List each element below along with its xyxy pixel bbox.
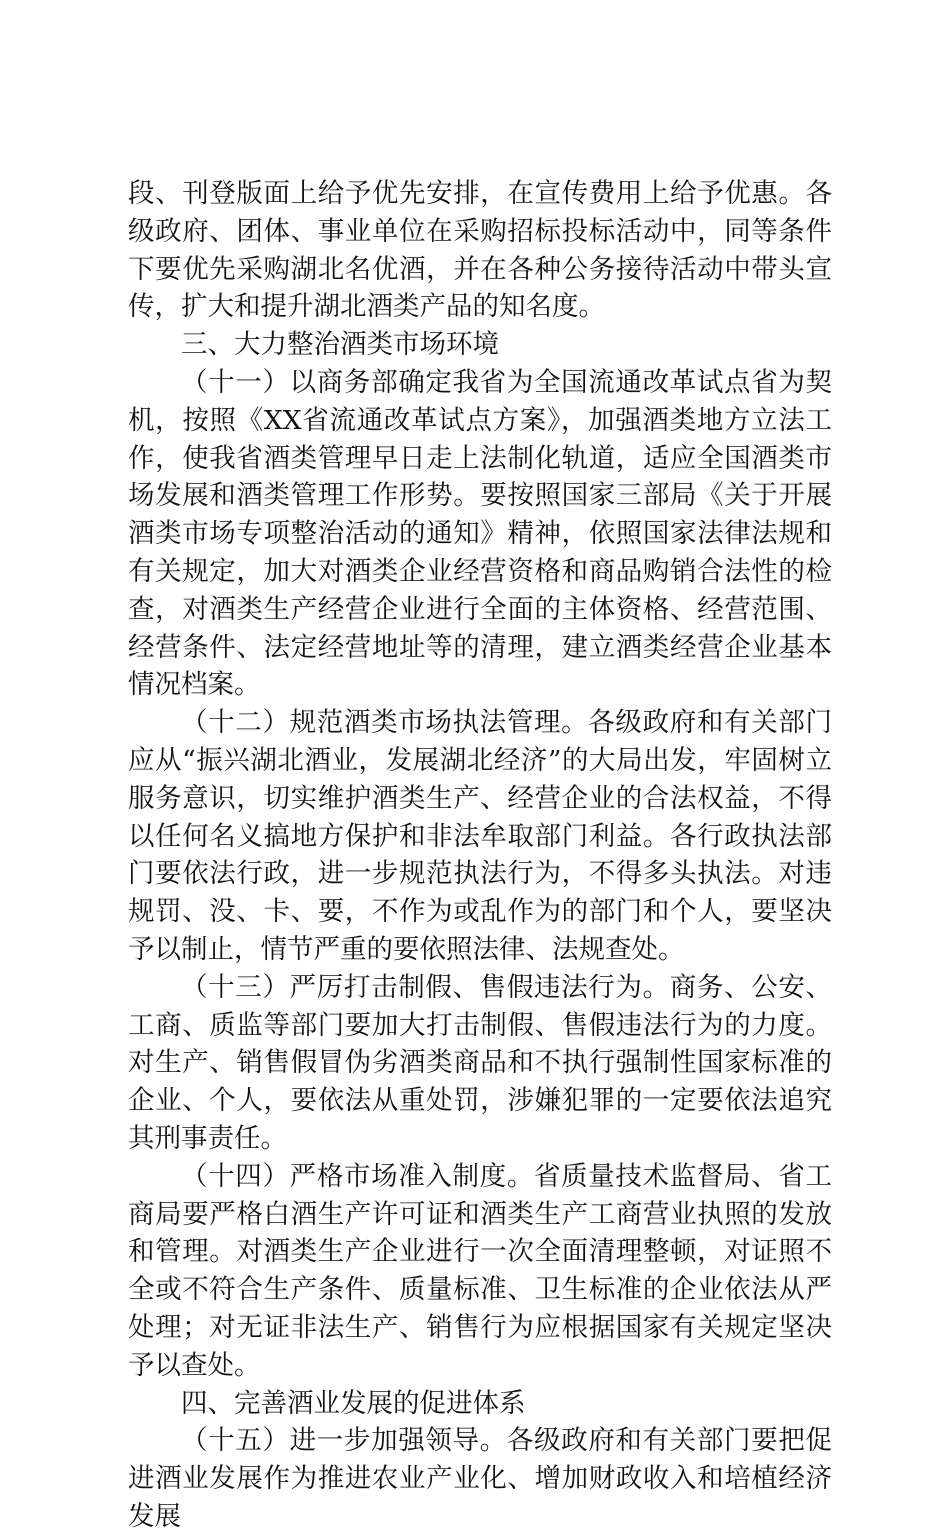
paragraph-continuation: 段、刊登版面上给予优先安排，在宣传费用上给予优惠。各级政府、团体、事业单位在采购招标投标活动中，同等条件下要优先采购湖北名优酒，并在各种公务接待活动中带头宣传，扩大和提升湖北酒类产品的知名度。 <box>128 178 832 323</box>
paragraph-item-14: （十四）严格市场准入制度。省质量技术监督局、省工商局要严格白酒生产许可证和酒类生产工商营业执照的发放和管理。对酒类生产企业进行一次全面清理整顿，对证照不全或不符合生产条件、质量标准、卫生标准的企业依法从严处理；对无证非法生产、销售行为应根据国家有关规定坚决予以查处。 <box>128 1160 832 1381</box>
paragraph-item-15: （十五）进一步加强领导。各级政府和有关部门要把促进酒业发展作为推进农业产业化、增加财政收入和培植经济发展 <box>128 1425 832 1532</box>
section-heading-4: 四、完善酒业发展的促进体系 <box>181 1387 526 1419</box>
paragraph-item-13: （十三）严厉打击制假、售假违法行为。商务、公安、工商、质监等部门要加大打击制假、售假违法行为的力度。对生产、销售假冒伪劣酒类商品和不执行强制性国家标准的企业、个人，要依法从重处罚，涉嫌犯罪的一定要依法追究其刑事责任。 <box>128 971 832 1154</box>
document-body <box>128 175 832 1536</box>
section-heading-3: 三、大力整治酒类市场环境 <box>181 329 499 361</box>
paragraph-item-11: （十一）以商务部确定我省为全国流通改革试点省为契机，按照《XX省流通改革试点方案》，加强酒类地方立法工作，使我省酒类管理早日走上法制化轨道，适应全国酒类市场发展和酒类管理工作形势。要按照国家三部局《关于开展酒类市场专项整治活动的通知》精神，依照国家法律法规和有关规定，加大对酒类企业经营资格和商品购销合法性的检查，对酒类生产经营企业进行全面的主体资格、经营范围、经营条件、法定经营地址等的清理，建立酒类经营企业基本情况档案。 <box>128 366 832 701</box>
paragraph-item-12: （十二）规范酒类市场执法管理。各级政府和有关部门应从“振兴湖北酒业，发展湖北经济”的大局出发，牢固树立服务意识，切实维护酒类生产、经营企业的合法权益，不得以任何名义搞地方保护和非法牟取部门利益。各行政执法部门要依法行政，进一步规范执法行为，不得多头执法。对违规罚、没、卡、要，不作为或乱作为的部门和个人，要坚决予以制止，情节严重的要依照法律、法规查处。 <box>128 707 832 965</box>
